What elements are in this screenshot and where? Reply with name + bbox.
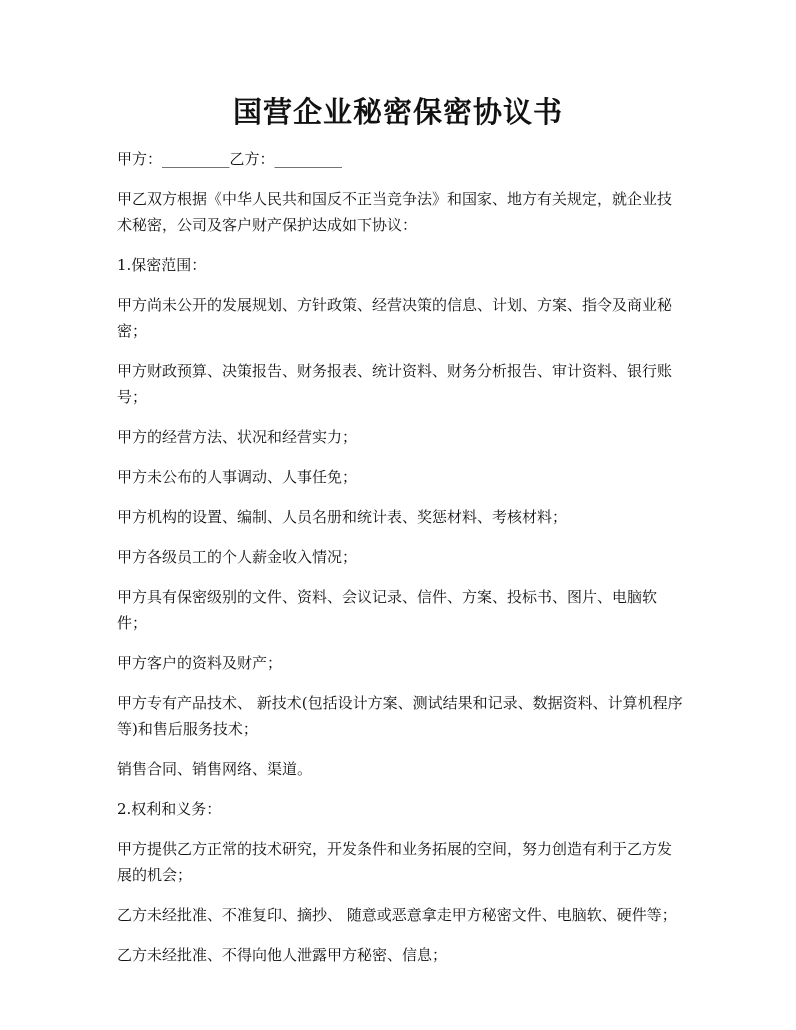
section-2-heading: 2.权利和义务： [117,800,222,818]
party-a-blank: _________ [162,150,230,168]
section-1-heading: 1.保密范围： [117,256,207,274]
section-1-item: 甲方具有保密级别的文件、资料、会议记录、信件、方案、投标书、图片、电脑软件； [117,588,658,632]
section-1-item: 甲方机构的设置、编制、人员名册和统计表、奖惩材料、考核材料； [117,508,568,526]
section-1-item: 甲方客户的资料及财产； [117,654,283,672]
section-1-item: 甲方各级员工的个人薪金收入情况； [117,548,358,566]
section-1-item: 甲方未公布的人事调动、人事任免； [117,468,358,486]
party-a-label: 甲方： [117,150,163,168]
section-1-item: 甲方尚未公开的发展规划、方针政策、经营决策的信息、计划、方案、指令及商业秘密； [117,296,673,340]
section-2-item: 甲方提供乙方正常的技术研究，开发条件和业务拓展的空间，努力创造有利于乙方发展的机会； [117,840,673,884]
party-b-blank: _________ [274,150,343,168]
document-title: 国营企业秘密保密协议书 [232,95,563,129]
section-2-item: 乙方未经批准、不得向他人泄露甲方秘密、信息； [117,946,448,964]
section-1-item: 甲方的经营方法、状况和经营实力； [117,428,358,446]
section-1-item: 甲方财政预算、决策报告、财务报表、统计资料、财务分析报告、审计资料、银行账号； [117,362,673,406]
section-1-item: 甲方专有产品技术、 新技术(包括设计方案、测试结果和记录、数据资料、计算机程序等)和售后服务技术； [117,694,683,738]
section-2-item: 乙方未经批准、不准复印、摘抄、 随意或恶意拿走甲方秘密文件、电脑软、硬件等； [117,906,677,924]
intro-paragraph: 甲乙双方根据《中华人民共和国反不正当竞争法》和国家、地方有关规定，就企业技术秘密，公司及客户财产保护达成如下协议： [117,190,673,234]
section-1-item: 销售合同、销售网络、渠道。 [117,760,313,778]
parties-line [117,146,685,172]
document-body [117,146,685,982]
party-b-label: 乙方： [229,150,275,168]
